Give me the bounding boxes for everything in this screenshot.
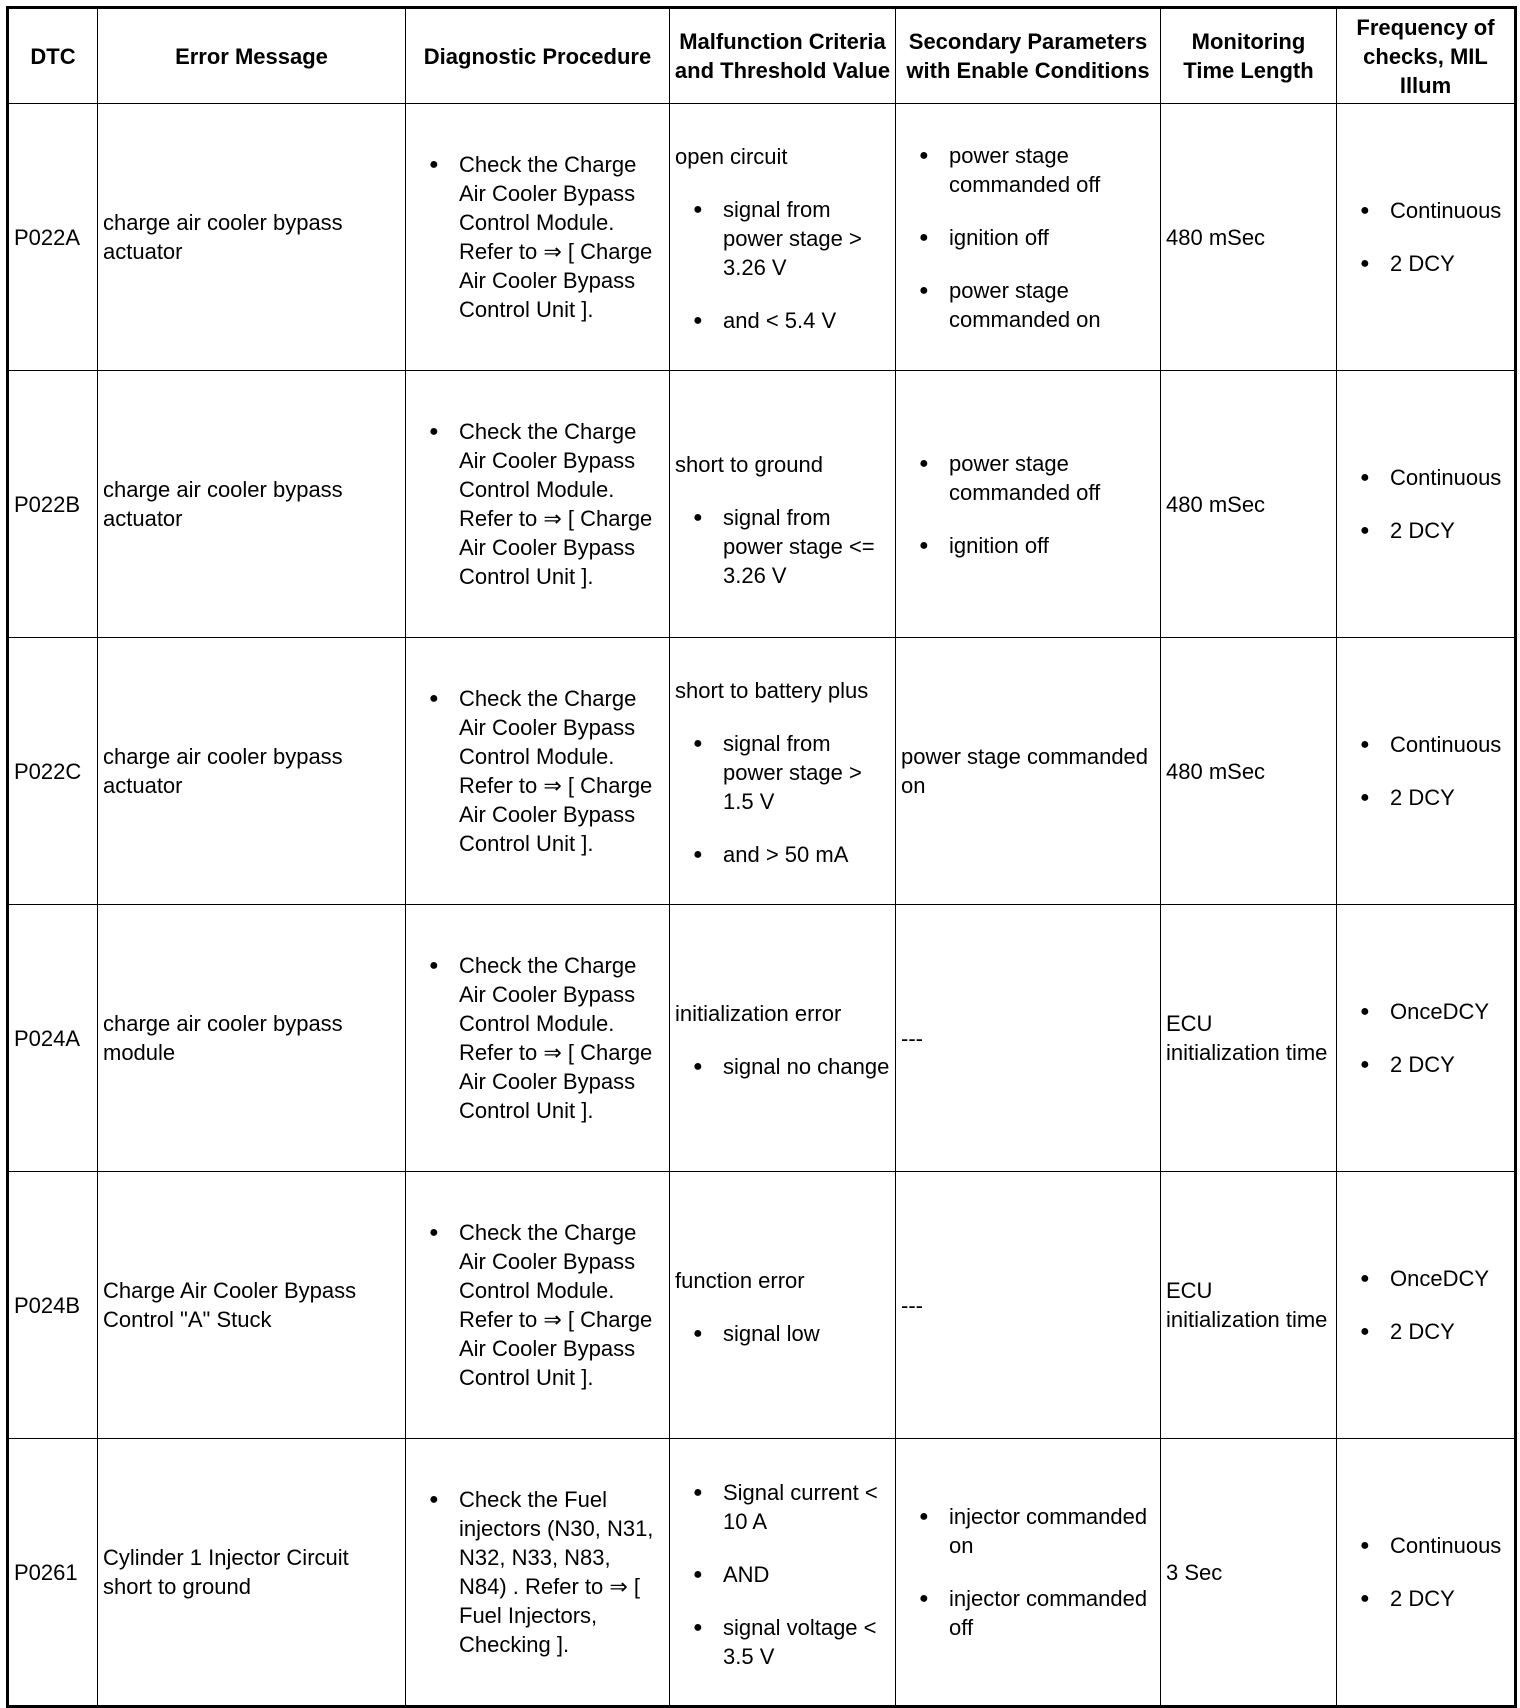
criteria-intro: initialization error xyxy=(675,1000,842,1026)
header-row xyxy=(8,8,1516,104)
table-row xyxy=(8,1172,1516,1439)
diagnostic-procedure xyxy=(406,371,670,638)
header-diagnostic-procedure: Diagnostic Procedure xyxy=(406,8,670,104)
dtc-code: P0261 xyxy=(8,1439,98,1707)
secondary-parameters xyxy=(896,1439,1161,1707)
frequency xyxy=(1337,1439,1516,1707)
malfunction-criteria xyxy=(670,638,896,905)
frequency-item: ● Continuous xyxy=(1342,730,1509,759)
frequency-item: ● 2 DCY xyxy=(1342,1584,1509,1613)
frequency-item: ● 2 DCY xyxy=(1342,1050,1509,1079)
criteria-item: ● signal from power stage <= 3.26 V xyxy=(675,503,890,590)
monitoring-time: 480 mSec xyxy=(1161,371,1337,638)
frequency-item: ● Continuous xyxy=(1342,196,1509,225)
diagnostic-procedure xyxy=(406,638,670,905)
error-message: Cylinder 1 Injector Circuit short to ground xyxy=(98,1439,406,1707)
dtc-code: P024B xyxy=(8,1172,98,1439)
diagnostic-procedure xyxy=(406,1172,670,1439)
malfunction-criteria xyxy=(670,905,896,1172)
secondary-item: ● ignition off xyxy=(901,531,1155,560)
criteria-item: ● signal low xyxy=(675,1319,890,1348)
malfunction-criteria xyxy=(670,1172,896,1439)
header-dtc: DTC xyxy=(8,8,98,104)
malfunction-criteria xyxy=(670,371,896,638)
criteria-item: ● signal no change xyxy=(675,1052,890,1081)
error-message: charge air cooler bypass module xyxy=(98,905,406,1172)
dtc-table xyxy=(6,6,1517,1708)
table-row xyxy=(8,905,1516,1172)
secondary-parameters: --- xyxy=(896,905,1161,1172)
error-message: charge air cooler bypass actuator xyxy=(98,371,406,638)
secondary-item: ● power stage commanded off xyxy=(901,141,1155,199)
dtc-code: P022A xyxy=(8,104,98,371)
diagnostic-procedure xyxy=(406,905,670,1172)
frequency-item: ● 2 DCY xyxy=(1342,249,1509,278)
frequency-item: ● OnceDCY xyxy=(1342,1264,1509,1293)
malfunction-criteria xyxy=(670,104,896,371)
monitoring-time: ECU initialization time xyxy=(1161,905,1337,1172)
header-monitoring-time: Monitoring Time Length xyxy=(1161,8,1337,104)
frequency-item: ● 2 DCY xyxy=(1342,516,1509,545)
monitoring-time: 480 mSec xyxy=(1161,104,1337,371)
procedure-item: ● Check the Charge Air Cooler Bypass Control Module. Refer to ⇒ [ Charge Air Cooler Bypass Control Unit ]. xyxy=(411,1218,664,1392)
frequency-item: ● 2 DCY xyxy=(1342,1317,1509,1346)
criteria-item: ● signal from power stage > 3.26 V xyxy=(675,195,890,282)
table-row xyxy=(8,638,1516,905)
secondary-parameters xyxy=(896,104,1161,371)
criteria-item: ● and > 50 mA xyxy=(675,840,890,869)
secondary-item: ● ignition off xyxy=(901,223,1155,252)
criteria-intro: open circuit xyxy=(675,144,788,169)
diagnostic-procedure xyxy=(406,1439,670,1707)
monitoring-time: 480 mSec xyxy=(1161,638,1337,905)
header-malfunction-criteria: Malfunction Criteria and Threshold Value xyxy=(670,8,896,104)
secondary-item: ● power stage commanded on xyxy=(901,276,1155,334)
dtc-code: P022C xyxy=(8,638,98,905)
criteria-intro: short to battery plus xyxy=(675,678,869,703)
table-row xyxy=(8,371,1516,638)
frequency-item: ● OnceDCY xyxy=(1342,997,1509,1026)
secondary-item: ● injector commanded on xyxy=(901,1502,1155,1560)
table-row xyxy=(8,104,1516,371)
frequency xyxy=(1337,905,1516,1172)
table-row xyxy=(8,1439,1516,1707)
frequency xyxy=(1337,1172,1516,1439)
criteria-intro: function error xyxy=(675,1267,805,1293)
dtc-code: P024A xyxy=(8,905,98,1172)
procedure-item: ● Check the Fuel injectors (N30, N31, N32, N33, N83, N84) . Refer to ⇒ [ Fuel Injectors, Checking ]. xyxy=(411,1485,664,1659)
criteria-item: ● signal voltage < 3.5 V xyxy=(675,1613,890,1671)
procedure-item: ● Check the Charge Air Cooler Bypass Control Module. Refer to ⇒ [ Charge Air Cooler Bypass Control Unit ]. xyxy=(411,417,664,591)
frequency xyxy=(1337,638,1516,905)
procedure-item: ● Check the Charge Air Cooler Bypass Control Module. Refer to ⇒ [ Charge Air Cooler Bypass Control Unit ]. xyxy=(411,150,664,324)
secondary-parameters: power stage commanded on xyxy=(896,638,1161,905)
header-error-message: Error Message xyxy=(98,8,406,104)
frequency-item: ● 2 DCY xyxy=(1342,783,1509,812)
secondary-parameters xyxy=(896,371,1161,638)
error-message: Charge Air Cooler Bypass Control "A" Stuck xyxy=(98,1172,406,1439)
malfunction-criteria xyxy=(670,1439,896,1707)
criteria-intro: short to ground xyxy=(675,451,823,477)
monitoring-time: ECU initialization time xyxy=(1161,1172,1337,1439)
secondary-parameters: --- xyxy=(896,1172,1161,1439)
secondary-item: ● injector commanded off xyxy=(901,1584,1155,1642)
criteria-item: ● AND xyxy=(675,1560,890,1589)
frequency xyxy=(1337,104,1516,371)
frequency-item: ● Continuous xyxy=(1342,463,1509,492)
error-message: charge air cooler bypass actuator xyxy=(98,104,406,371)
criteria-item: ● Signal current < 10 A xyxy=(675,1478,890,1536)
dtc-code: P022B xyxy=(8,371,98,638)
criteria-item: ● and < 5.4 V xyxy=(675,306,890,335)
criteria-item: ● signal from power stage > 1.5 V xyxy=(675,729,890,816)
header-frequency: Frequency of checks, MIL Illum xyxy=(1337,8,1516,104)
error-message: charge air cooler bypass actuator xyxy=(98,638,406,905)
monitoring-time: 3 Sec xyxy=(1161,1439,1337,1707)
procedure-item: ● Check the Charge Air Cooler Bypass Control Module. Refer to ⇒ [ Charge Air Cooler Bypass Control Unit ]. xyxy=(411,684,664,858)
diagnostic-procedure xyxy=(406,104,670,371)
procedure-item: ● Check the Charge Air Cooler Bypass Control Module. Refer to ⇒ [ Charge Air Cooler Bypass Control Unit ]. xyxy=(411,951,664,1125)
frequency-item: ● Continuous xyxy=(1342,1531,1509,1560)
frequency xyxy=(1337,371,1516,638)
secondary-item: ● power stage commanded off xyxy=(901,449,1155,507)
header-secondary-parameters: Secondary Parameters with Enable Conditions xyxy=(896,8,1161,104)
